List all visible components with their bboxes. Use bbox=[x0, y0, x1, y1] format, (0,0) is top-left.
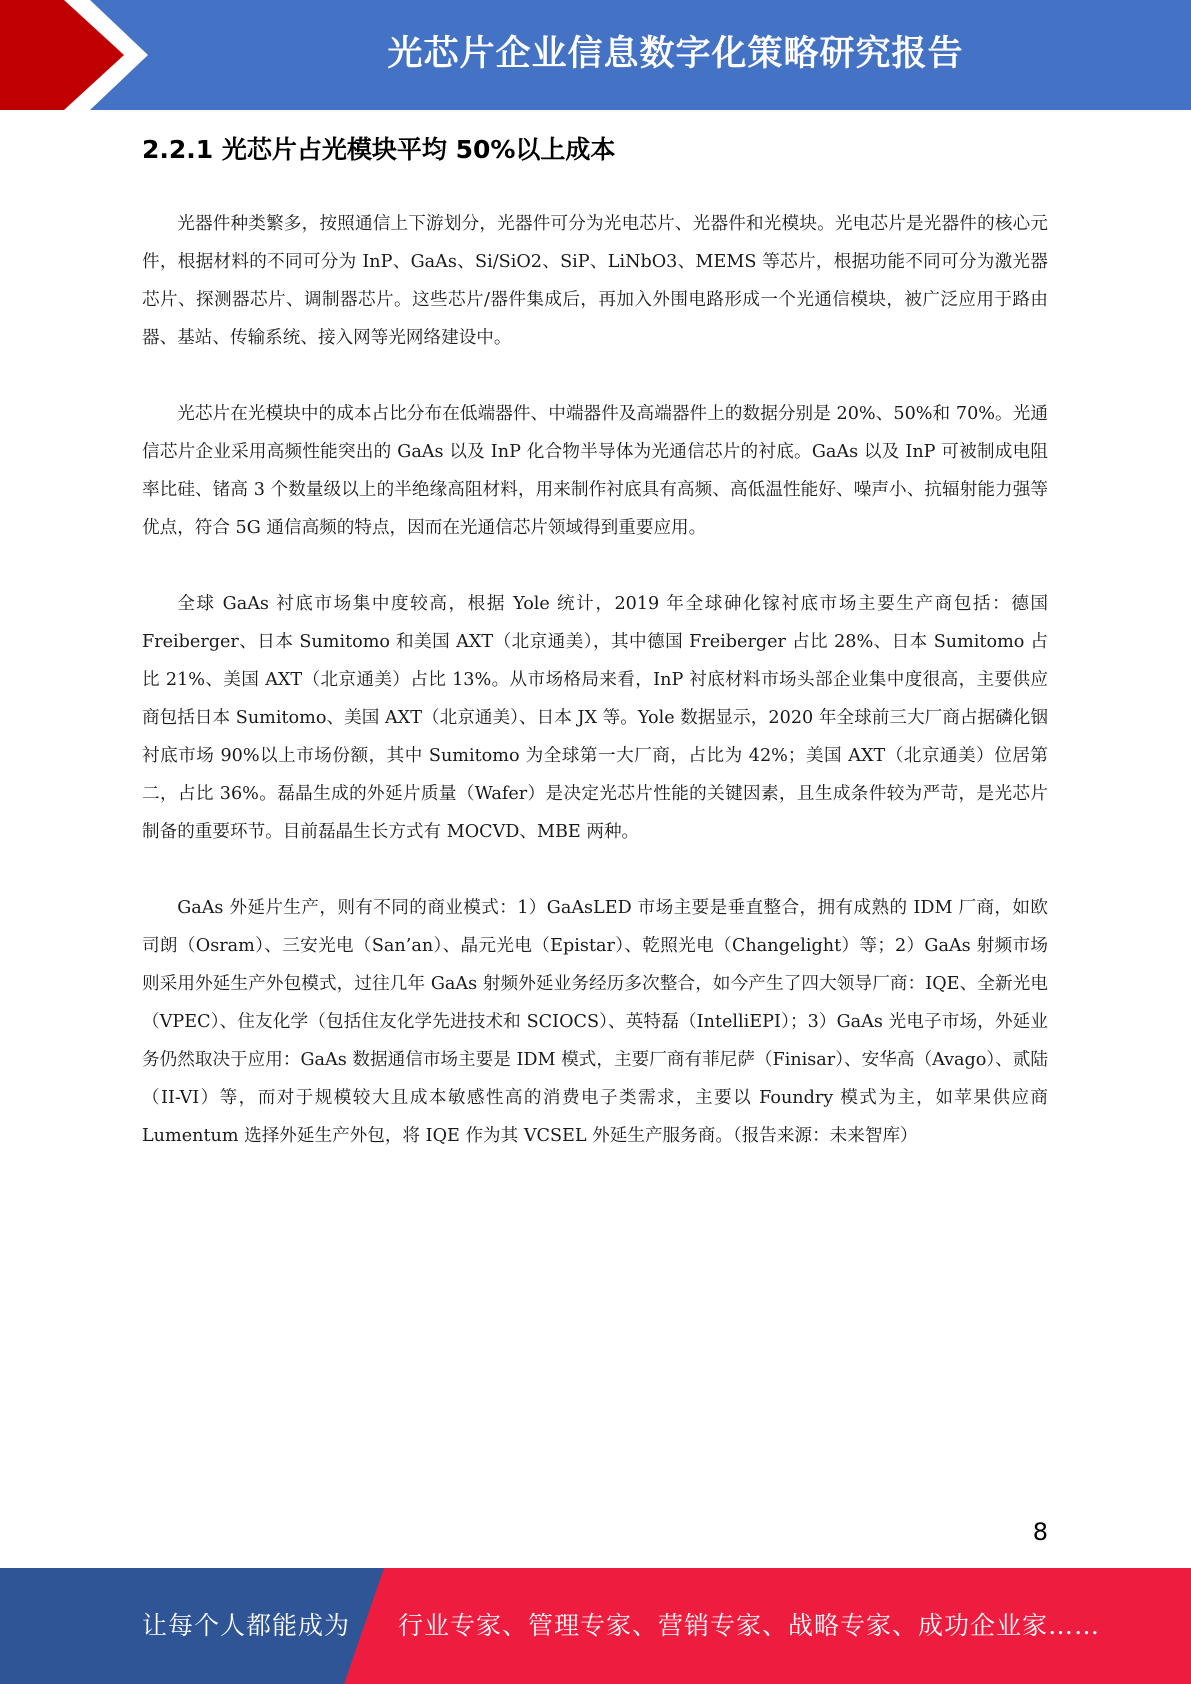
header-chevron-decoration bbox=[0, 0, 160, 110]
footer-slogan-left: 让每个人都能成为 bbox=[142, 1611, 351, 1640]
header-banner bbox=[0, 0, 1191, 110]
body-text bbox=[142, 205, 1048, 1193]
paragraph: GaAs 外延片生产，则有不同的商业模式：1）GaAsLED 市场主要是垂直整合，拥有成熟的 IDM 厂商，如欧司朗（Osram）、三安光电（San’an）、晶元光电（Epistar）、乾照光电（Changelight）等；2）GaAs 射频市场则采用外延生产外包模式，过往几年 GaAs 射频外延业务经历多次整合，如今产生了四大领导厂商：IQE、全新光电（VPEC）、住友化学（包括住友化学先进技术和 SCIOCS）、英特磊（IntelliEPI）；3）GaAs 光电子市场，外延业务仍然取决于应用：GaAs 数据通信市场主要是 IDM 模式，主要厂商有菲尼萨（Finisar）、安华高（Avago）、贰陆（II-VI）等，而对于规模较大且成本敏感性高的消费电子类需求，主要以 Foundry 模式为主，如苹果供应商 Lumentum 选择外延生产外包，将 IQE 作为其 VCSEL 外延生产服务商。（报告来源：未来智库） bbox=[142, 898, 1048, 1146]
footer-slogan-right: 行业专家、管理专家、营销专家、战略专家、成功企业家…… bbox=[398, 1611, 1101, 1640]
footer-banner bbox=[0, 1568, 1191, 1684]
header-title: 光芯片企业信息数字化策略研究报告 bbox=[387, 34, 964, 74]
section-heading: 2.2.1 光芯片占光模块平均 50%以上成本 bbox=[142, 135, 616, 164]
paragraph: 光芯片在光模块中的成本占比分布在低端器件、中端器件及高端器件上的数据分别是 20%、50%和 70%。光通信芯片企业采用高频性能突出的 GaAs 以及 InP 化合物半导体为光通信芯片的衬底。GaAs 以及 InP 可被制成电阻率比硅、锗高 3 个数量级以上的半绝缘高阻材料，用来制作衬底具有高频、高低温性能好、噪声小、抗辐射能力强等优点，符合 5G 通信高频的特点，因而在光通信芯片领域得到重要应用。 bbox=[142, 404, 1048, 538]
paragraph: 光器件种类繁多，按照通信上下游划分，光器件可分为光电芯片、光器件和光模块。光电芯片是光器件的核心元件，根据材料的不同可分为 InP、GaAs、Si/SiO2、SiP、LiNbO3、MEMS 等芯片，根据功能不同可分为激光器芯片、探测器芯片、调制器芯片。这些芯片/器件集成后，再加入外围电路形成一个光通信模块，被广泛应用于路由器、基站、传输系统、接入网等光网络建设中。 bbox=[142, 214, 1048, 348]
page-number: 8 bbox=[1032, 1518, 1048, 1546]
paragraph: 全球 GaAs 衬底市场集中度较高，根据 Yole 统计，2019 年全球砷化镓衬底市场主要生产商包括：德国 Freiberger、日本 Sumitomo 和美国 AXT（北京通美），其中德国 Freiberger 占比 28%、日本 Sumitomo 占比 21%、美国 AXT（北京通美）占比 13%。从市场格局来看，InP 衬底材料市场头部企业集中度很高，主要供应商包括日本 Sumitomo、美国 AXT（北京通美）、日本 JX 等。Yole 数据显示，2020 年全球前三大厂商占据磷化铟衬底市场 90%以上市场份额，其中 Sumitomo 为全球第一大厂商，占比为 42%；美国 AXT（北京通美）位居第二，占比 36%。磊晶生成的外延片质量（Wafer）是决定光芯片性能的关键因素，且生成条件较为严苛，是光芯片制备的重要环节。目前磊晶生长方式有 MOCVD、MBE 两种。 bbox=[142, 594, 1048, 842]
